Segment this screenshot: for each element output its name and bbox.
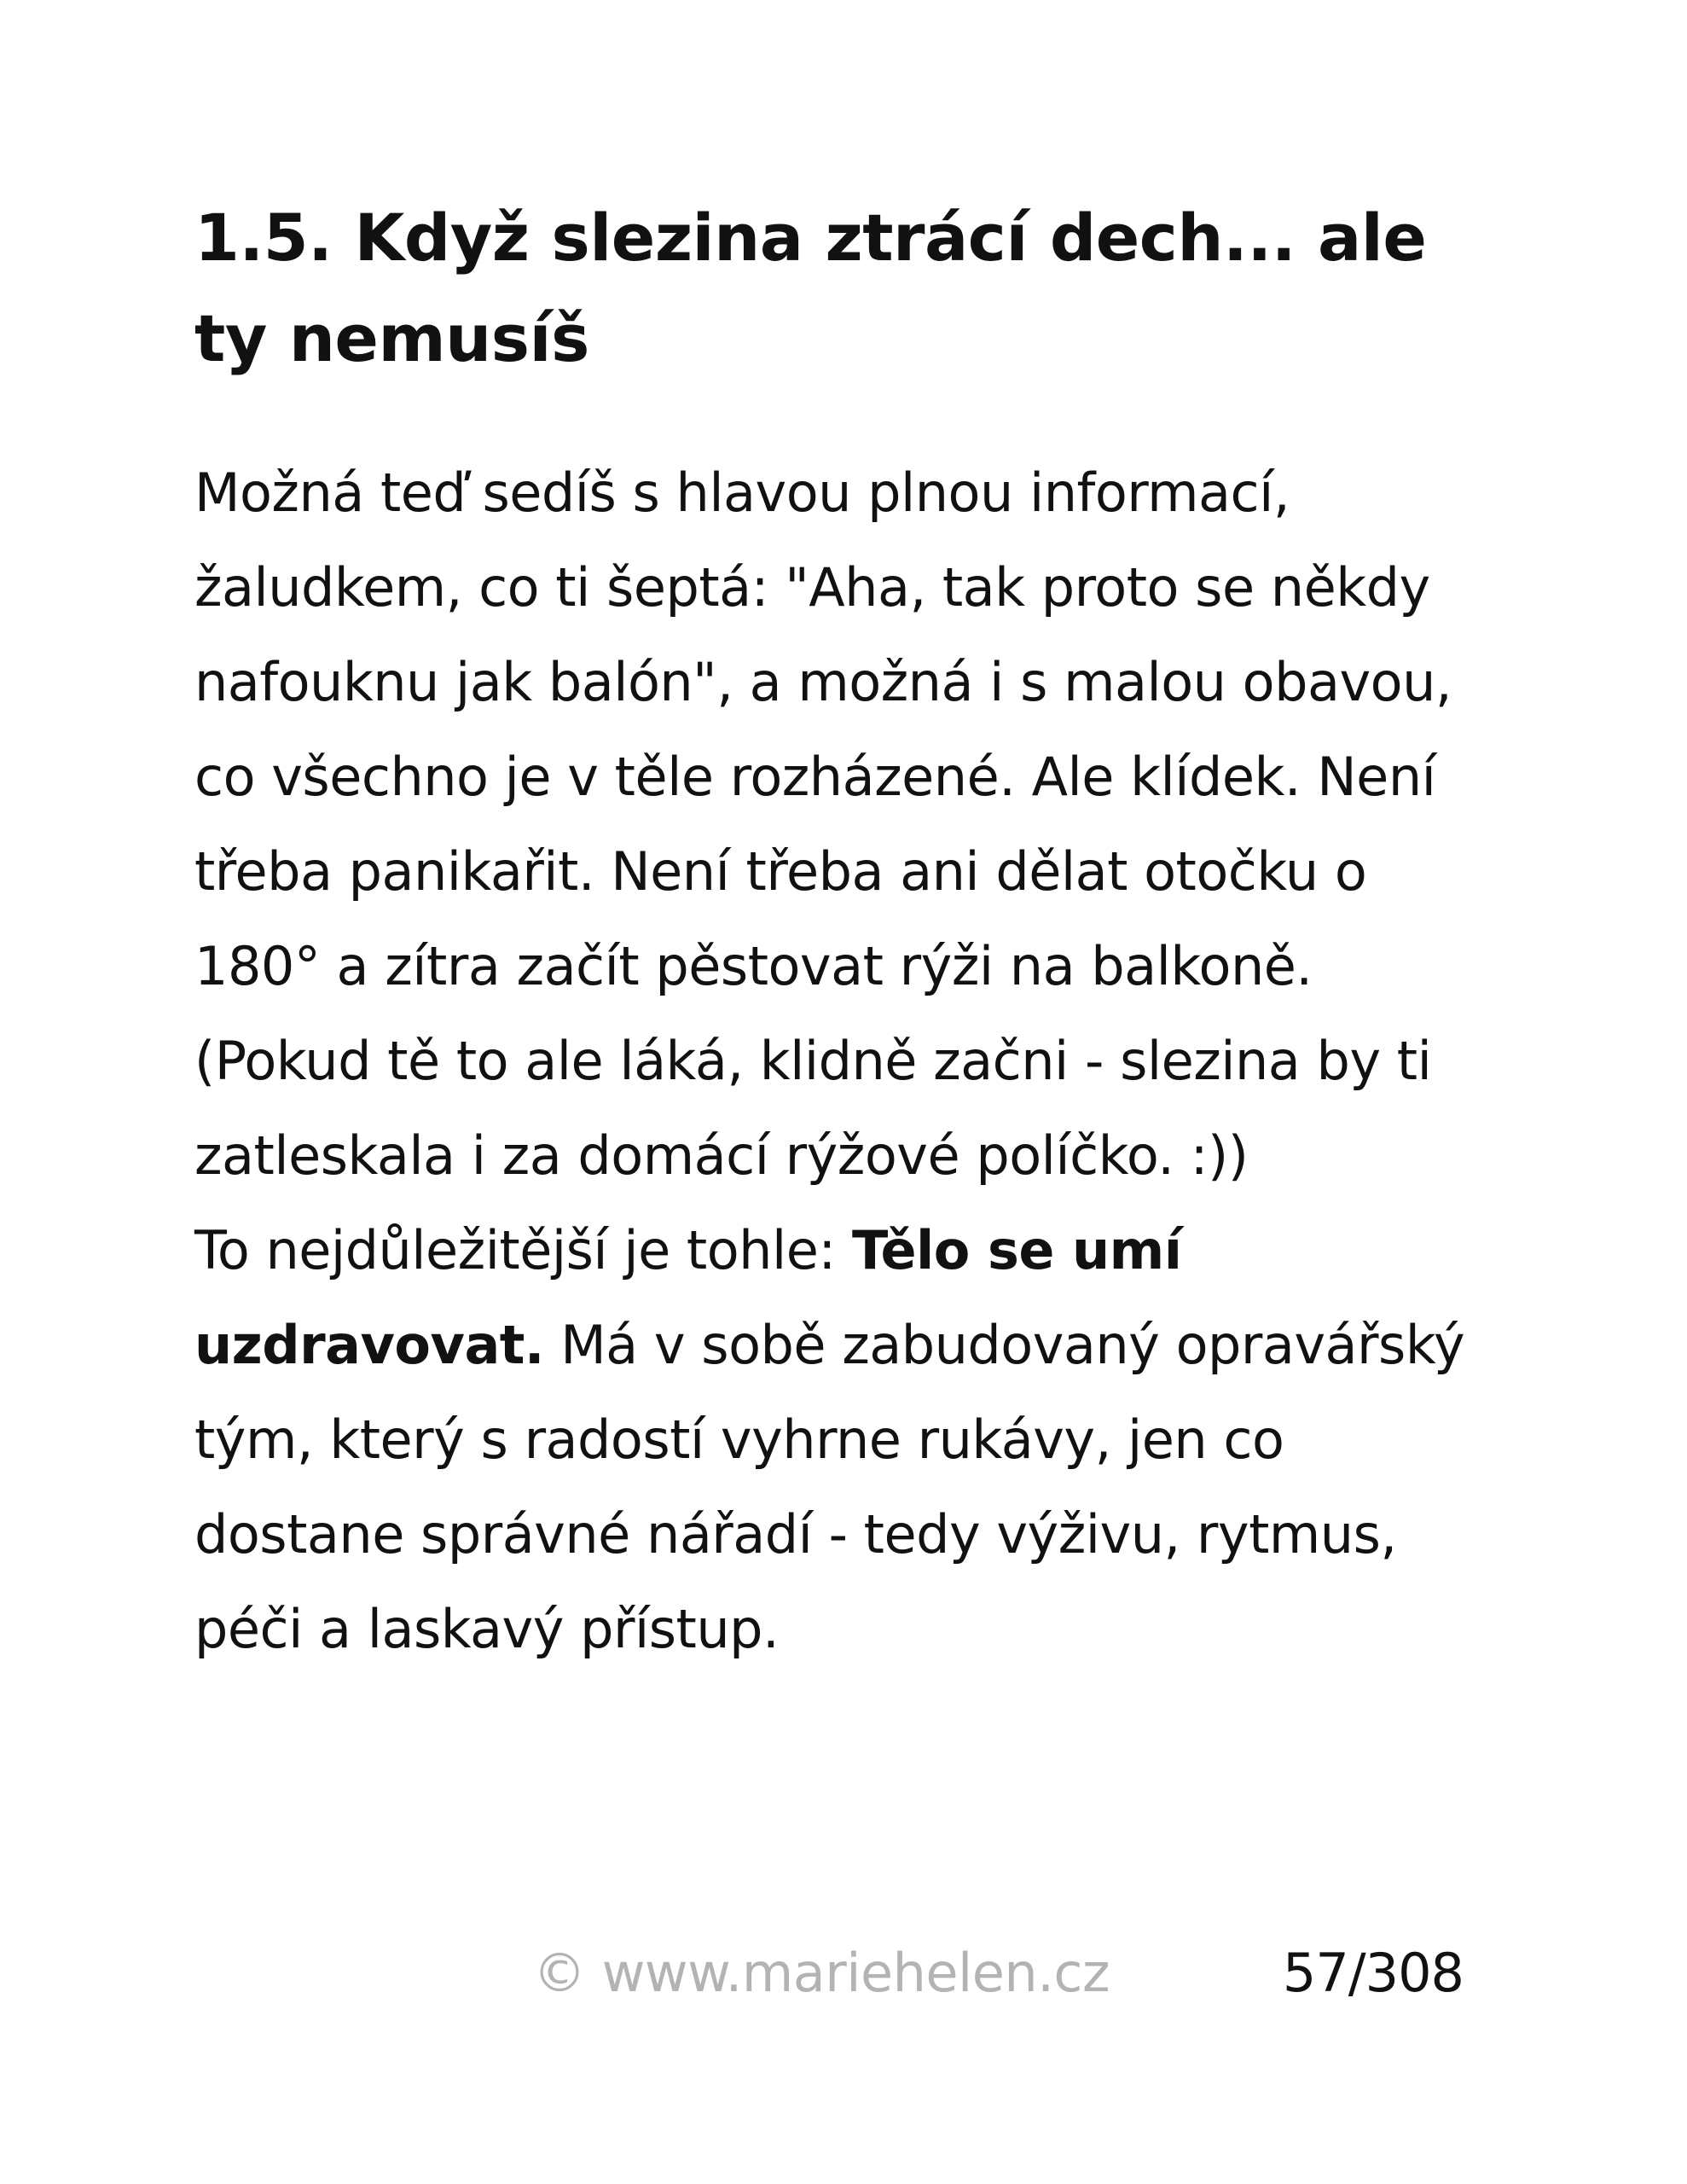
section-heading: 1.5. Když slezina ztrácí dech... ale ty nemusíš bbox=[194, 200, 1427, 376]
paragraph-aside: (Pokud tě to ale láká, klidně začni - slezina by ti zatleskala i za domácí rýžové políčko. :)) bbox=[194, 1030, 1432, 1187]
paragraph-key-point-rest: Má v sobě zabudovaný opravářský tým, který s radostí vyhrne rukávy, jen co dostane správné nářadí - tedy výživu, rytmus, péči a laskavý přístup. bbox=[194, 1314, 1465, 1660]
copyright-text: © www.mariehelen.cz bbox=[533, 1942, 1110, 2004]
page-footer bbox=[0, 1935, 1687, 2012]
paragraph-key-point-emphasis: Tělo se umí uzdravovat. bbox=[194, 1219, 1182, 1376]
paragraph-key-point bbox=[194, 1203, 1508, 1676]
page-content bbox=[194, 188, 1508, 1676]
paragraph-key-point-lead: To nejdůležitější je tohle: bbox=[194, 1219, 852, 1281]
paragraph-intro: Možná teď sedíš s hlavou plnou informací, žaludkem, co ti šeptá: "Aha, tak proto se někdy nafouknu jak balón", a možná i s malou obavou, co všechno je v těle rozházené. Ale klídek. Není třeba panikařit. Není třeba ani dělat otočku o 180° a zítra začít pěstovat rýži na balkoně. bbox=[194, 462, 1452, 997]
page-number: 57/308 bbox=[1282, 1942, 1464, 2004]
